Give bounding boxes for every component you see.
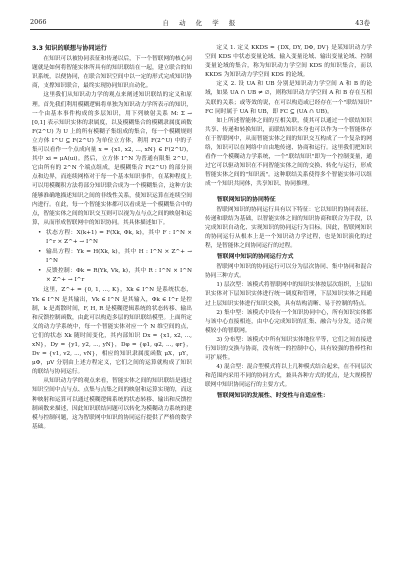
page-number: 2066 — [30, 18, 47, 26]
paragraph: 从知识动力学的观点来看，智能实体之间的知识联结是通过知识空间中点与点、点集与点集之间的映射和运算实现的，而这种映射和运算可以通过模糊逻辑系统的状态转移、输出和反馈控制函数来描述，因此知识联结问题可以转化为模糊动力系统的建模与控制问题，这为智联网中知识的协同运行提供了严格的数学基础。 — [32, 378, 192, 430]
equation-text: 反馈控制：Φk = R(Yk, Vk, k)，其中 R : I^N × I^N × Z^+ → I^r — [46, 268, 192, 284]
paragraph: 在知识可以被协同表征和传递以后，下一个智联网的核心问题就是如何将智能实体所具有的知识联结在一起，建立联合的知识系统，以便协同，在联合知识空间中以一定的形式完成知识协商，支撑知识联合，最终实现协同知识自动化。 — [32, 56, 192, 90]
paragraph: 如上所述智能体之间的互相关联，使其可以通过一个联结知识共享、传递和转换知识，而联结知识本身也可以作为一个智能体存在于智联网中，从而智能实体之间的知识交互构成了一个复杂的网络，知识可以在网络中自由地传递、协商和运行。这里我们把知识看作一个模糊动力学系统，一个"联结知识"即为一个控制变量，通过它可以驱动知识在不同智能实体之间的交换、转化与运行，形成智能实体之间的"知识流"。这种联结关系使得多个智能实体可以组成一个知识共同体，共享知识、协同推理。 — [205, 117, 372, 188]
equation-item — [38, 248, 192, 266]
list-item: 4) 混合型：混合型模式将以上几种模式结合起来，在不同层次和范围内采用不同的协同方式，兼具各种方式的优点，是大规模智联网中知识协同运行的主要方式。 — [205, 364, 372, 389]
left-column — [32, 44, 192, 432]
right-column — [205, 44, 372, 403]
subsection-title: 智联网知识的发展性、时变性与自适应性： — [216, 393, 329, 400]
equation-text: 状态方程：X(k+1) = F(Xk, Φk, k)，其中 F : I^N × I^r × Z^+ → I^N — [46, 229, 192, 245]
paragraph: 这里我们从知识动力学的观点来阐述知识联结的定义和原理。首先我们利用模糊逻辑将单独为知识动力学所表示的知识，一个由基本事件构成的多层知识，用下列映射关系 M: Σ → [0,1] 表示知识实体的隶属度，以及模糊集合的模糊隶属度函数 F(2^U) 为 U 上的所有模糊子集组成的集合，每一个模糊规则立方体 I^U ⊆ F(2^U) 为单位立方体，利用 F(2^U) 中的子集可以看作一个点成向量 x = {x1, x2, ..., xN} ∈ F(2^U)，其中 xi = μA(ui)。然后，立方体 I^N 为普通有限集 2^U，它由所有的 2^N 个端点组成，是模糊集合 F(2^U) 的部分顶点和边界，而连续网格对于每一个基本知识事件，在某种程度上可以用模糊积方法将部分知识联合成为一个模糊集合，这种方法能够准确地描述知识之间的非线性关系，使知识运算在连续空间内进行。在此，每一个智能实体都可以看成是一个模糊集合中的点，智能实体之间的知识交互则可以视为点与点之间的映射和运算，从而形成智联网中的知识协同。其具体描述如下。 — [32, 92, 192, 226]
equation-item — [38, 267, 192, 285]
journal-title: 自 动 化 学 报 — [162, 18, 240, 27]
list-item: 1) 层次型：该模式将智联网中的知识实体按层次组织，上层知识实体对下层知识实体进行统一调度和管理，下层知识实体之间通过上层知识实体进行知识交换，具有结构清晰、易于控制的特点。 — [205, 282, 372, 307]
list-item: 3) 分布型：该模式中所有知识实体地位平等，它们之间直接进行知识的交换与协商，没有统一的控制中心，具有较强的鲁棒性和可扩展性。 — [205, 336, 372, 362]
volume-label: 43卷 — [355, 18, 370, 27]
equation-item — [38, 229, 192, 247]
bullet-icon: • — [38, 229, 42, 236]
bullet-icon: • — [38, 249, 42, 256]
paragraph: 这里，Z^+ = {0, 1, ..., K}，Xk ∈ I^N 是系统状态，Yk ∈ I^N 是其输出，Vk ∈ I^N 是其输入，Φk ∈ I^r 是控制，k 是离散时间，F, H, R 是模糊逻辑系统的状态转移、输出和反馈控制函数，由此可以构造多层的知识联结模型。上面所定义的动力学系统中，每一个智能实体对应一个 N 维空间的点，它们的状态 Xk 随时间变化，其内部知识 Dx = {x1, x2, ..., xN}，Dy = {y1, y2, ..., yN}，Dφ = {φ1, φ2, ..., φr}，Dv = {v1, v2, ..., vN}，相应的知识隶属度函数 μX，μY，μΦ，μV 分别由上述方程定义，它们之间的运算就构成了知识的联结与协同运行。 — [32, 287, 192, 376]
section-title: 3.3 知识的联想与协同运行 — [32, 45, 107, 52]
subsection-title: 智联网知识的协同特征 — [216, 196, 276, 203]
paragraph: 智联网知识的协同运行具有以下特征：它以知识的协同表征、传递和联结为基础，以智能实体之间的知识协商和联合为手段，以完成知识自动化、实现知识的协同运行为目标。因此，智联网知识的协同运行从根本上是一个知识动力学过程，也是知识演化的过程，是智能体之间协同运行的过程。 — [205, 206, 372, 249]
running-header — [30, 17, 370, 27]
bullet-icon: • — [38, 268, 42, 275]
definition-2: 定义 2. 设 UA 和 UB 分别是知识动力学空间 A 和 B 的论域，如果 UA ∩ UB ≠ ∅，则称知识动力学空间 A 和 B 存在互相关联的关系；或等效的说，在可以构造或已经存在一个"联结知识" FC 同时属于 UA 和 UB，即 FC ⊆ (UA ∩ UB)。 — [205, 81, 372, 115]
header-rule — [30, 29, 370, 30]
list-item: 2) 集中型：该模式中设有一个知识协同中心，所有知识实体都与该中心直接相连，由中心完成知识的汇集、融合与分发，适合规模较小的智联网。 — [205, 309, 372, 334]
definition-1: 定义 1. 定义 KKDS = {DX, DY, DΦ, DV} 是某知识动力学空间 KDS 中状态变量论域、输入变量论域、输出变量论域、控制变量论域的集合，称为知识动力学空间 KDS 的知识集合，而以 KKDS 为知识动力学空间 KDS 的论域。 — [205, 45, 372, 79]
paragraph: 智联网中知识的协同运行可以分为层次协同、集中协同和混合协同三种方式。 — [205, 264, 372, 280]
equation-text: 输出方程：Yk = H(Xk, k)，其中 H : I^N × Z^+ → I^N — [46, 249, 192, 265]
subsection-title: 智联网中知识的协同运行方式 — [216, 254, 294, 261]
